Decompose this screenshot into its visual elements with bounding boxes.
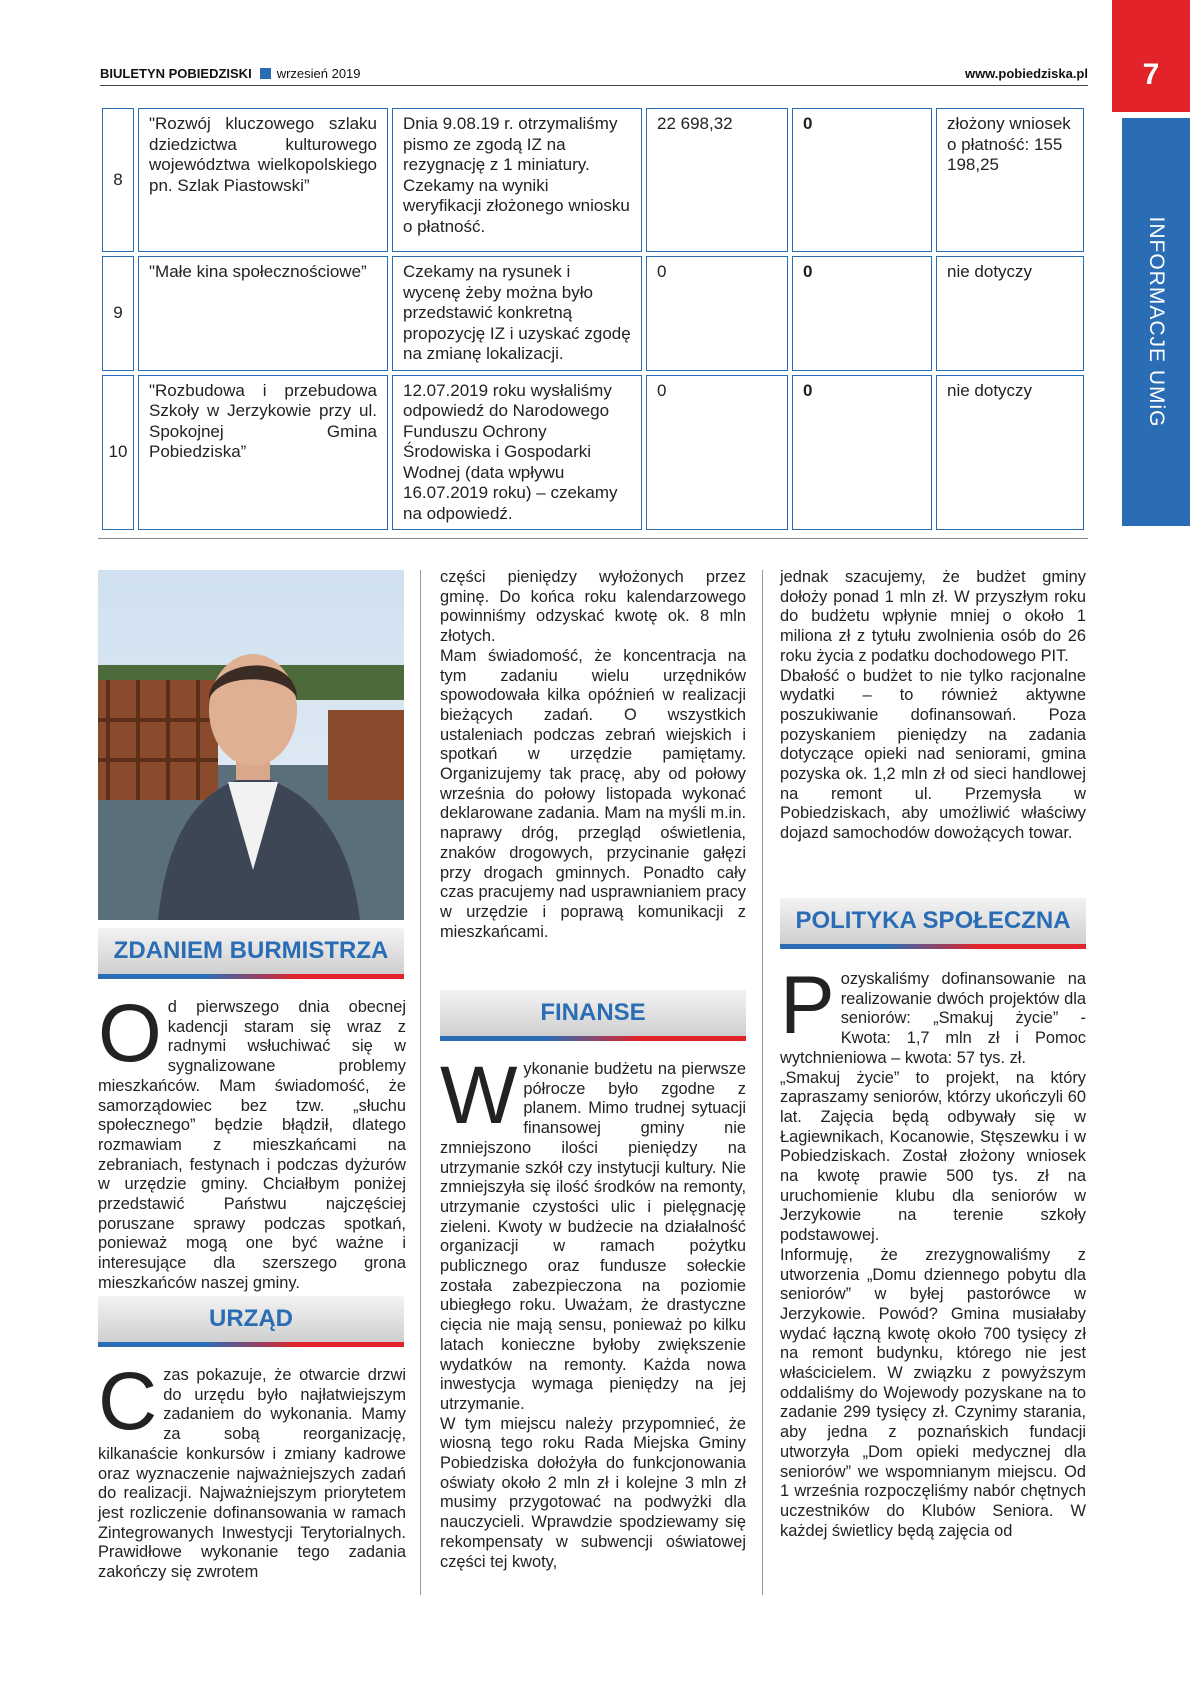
column-divider	[420, 570, 421, 1595]
article-polityka	[780, 960, 1086, 1541]
section-title-bar	[780, 944, 1086, 949]
article-paragraph: Dbałość o budżet to nie tylko racjonalne wydatki – to również aktywne poszukiwanie dofinansowań. Poza pozyskaniem pieniędzy na zadania dotyczące opieki nad seniorami, gmina pozyska ok. 1,2 mln zł od sieci handlowej na remont ul. Przemysła w Pobiedziskach, aby umożliwić właściwy dojazd samochodów dowożących towar.	[780, 666, 1086, 843]
section-header-burmistrz	[98, 928, 404, 979]
article-paragraph: Informuję, że zrezygnowaliśmy z utworzenia „Domu dziennego pobytu dla seniorów” w byłej pastorówce w Jerzykowie. Powód? Gmina musiałaby wydać łączną kwotę około 700 tysięcy zł na remont budynku, którego nie jest właścicielem. W związku z powyższym oddaliśmy do Wojewody pozyskane na to zadanie 299 tysięcy zł. Czynimy starania, aby jedna z poznańskich fundacji utworzyła „Dom opieki medycznej dla seniorów” we wspomnianym miejscu. Od 1 września rozpoczęliśmy nabór chętnych uczestników do Klubów Seniora. W każdej świetlicy będą zajęcia od	[780, 1245, 1086, 1540]
amount-2: 0	[792, 108, 932, 252]
project-status: Czekamy na rysunek i wycenę żeby można było przedstawić konkretną propozycję IZ i uzyskać zgodę na zmianę lokalizacji.	[392, 256, 642, 371]
mayor-photo	[98, 570, 404, 920]
amount-2: 0	[792, 256, 932, 371]
row-number: 10	[102, 375, 134, 531]
drop-cap: O	[98, 988, 162, 1079]
table-row	[102, 256, 1084, 371]
section-title: ZDANIEM BURMISTRZA	[98, 928, 404, 974]
mayor-portrait-icon	[98, 570, 404, 920]
article-urzad	[98, 1356, 406, 1583]
article-text: ozyskaliśmy dofinansowanie na realizowanie dwóch projektów dla seniorów: „Smakuj życie” - Kwota: 1,7 mln zł i Pomoc wytchnieniowa – kwota: 57 tys. zł.	[780, 970, 1086, 1067]
article-text: ykonanie budżetu na pierwsze półrocze było zgodne z planem. Mimo trudnej sytuacji finansowej gminy nie zmniejszono ilości pieniędzy na utrzymanie szkół czy instytucji kultury. Nie zmniejszyła się ilość środków na remonty, utrzymanie czystości ulic i pielęgnację zieleni. Kwoty w budżecie na działalność organizacji w ramach pożytku publicznego oraz fundusze sołeckie została zabezpieczona na poziomie ubiegłego roku. Uważam, że drastyczne cięcia nie mają sensu, ponieważ po kilku latach konieczne byłoby zwiększenie wydatków na remonty. Każda nowa inwestycja wymaga pieniędzy na jej utrzymanie.	[440, 1060, 746, 1413]
project-name: "Rozwój kluczowego szlaku dziedzictwa kulturowego województwa wielkopolskiego pn. Szlak Piastowski”	[138, 108, 388, 252]
projects-table	[98, 104, 1088, 534]
section-header-finanse	[440, 990, 746, 1041]
project-note: złożony wniosek o płatność: 155 198,25	[936, 108, 1084, 252]
section-side-tab	[1122, 118, 1190, 526]
square-separator-icon	[260, 68, 271, 79]
section-title-bar	[440, 1036, 746, 1041]
publication-date: wrzesień 2019	[276, 66, 361, 81]
project-note: nie dotyczy	[936, 256, 1084, 371]
table-row	[102, 108, 1084, 252]
publication-header	[100, 66, 361, 81]
article-text: zas pokazuje, że otwarcie drzwi do urzędu było najłatwiejszym zadaniem do wykonania. Mamy za sobą reorganizację, kilkanaście konkursów i zmiany kadrowe oraz wyznaczenie najważniejszych zadań do realizacji. Najważniejszym priorytetem jest rozliczenie dofinansowania w ramach Zintegrowanych Inwestycji Terytorialnych. Prawidłowe wykonanie tego zadania zakończy się zwrotem	[98, 1366, 406, 1582]
drop-cap: C	[98, 1356, 158, 1447]
article-paragraph	[440, 1050, 746, 1415]
project-name: "Małe kina społecznościowe”	[138, 256, 388, 371]
publication-title: BIULETYN POBIEDZISKI	[100, 66, 252, 81]
table-divider	[98, 538, 1088, 539]
column-divider	[762, 570, 763, 1595]
article-paragraph: „Smakuj życie” to projekt, na który zapraszamy seniorów, którzy ukończyli 60 lat. Zajęcia będą odbywały się w Łagiewnikach, Kocanowie, Stęszewku i w Pobiedziskach. Został złożony wniosek na kwotę prawie 500 tys. zł na uruchomienie klubu dla seniorów w Jerzykowie na terenie szkoły podstawowej.	[780, 1068, 1086, 1245]
project-status: Dnia 9.08.19 r. otrzymaliśmy pismo ze zgodą IZ na rezygnację z 1 miniatury. Czekamy na wyniki weryfikacji złożonego wniosku o płatność.	[392, 108, 642, 252]
amount-1: 0	[646, 256, 788, 371]
section-side-tab-label: INFORMACJE UMiG	[1145, 216, 1168, 428]
website-link[interactable]: www.pobiedziska.pl	[964, 66, 1088, 81]
article-paragraph	[98, 988, 406, 1294]
amount-1: 0	[646, 375, 788, 531]
section-title-bar	[98, 1342, 404, 1347]
article-paragraph: Mam świadomość, że koncentracja na tym zadaniu wielu urzędników spowodowała kilka opóźnień w realizacji bieżących zadań. O wszystkich ustaleniach podczas zebrań wiejskich i spotkań w urzędzie pamiętamy. Organizujemy tak pracę, aby od połowy września do połowy listopada wykonać deklarowane zadania. Mam na myśli m.in. naprawy dróg, przegląd oświetlenia, znaków drogowych, przycinanie gałęzi przy drogach gminnych. Ponadto cały czas pracujemy nad usprawnianiem pracy w urzędzie i poprawą komunikacji z mieszkańcami.	[440, 646, 746, 941]
section-title-bar	[98, 974, 404, 979]
section-title: URZĄD	[98, 1296, 404, 1342]
article-text: d pierwszego dnia obecnej kadencji staram się wraz z radnymi wsłuchiwać się w sygnalizowane problemy mieszkańców. Mam świadomość, że samorządowiec bez tzw. „słuchu społecznego” będzie błądził, dlatego rozmawiam z mieszkańcami na zebraniach, festynach i podczas dyżurów w urzędzie gminy. Chciałbym poniżej przedstawić Państwu najczęściej poruszane sprawy podczas spotkań, ponieważ mogą one być ważne i interesujące dla szerszego grona mieszkańców naszej gminy.	[98, 998, 406, 1292]
project-name: "Rozbudowa i przebudowa Szkoły w Jerzykowie przy ul. Spokojnej Gmina Pobiedziska”	[138, 375, 388, 531]
article-finanse	[440, 1050, 746, 1572]
row-number: 9	[102, 256, 134, 371]
article-paragraph	[780, 960, 1086, 1069]
table-row	[102, 375, 1084, 531]
article-col3-top	[780, 568, 1086, 844]
article-burmistrz	[98, 988, 406, 1294]
amount-2: 0	[792, 375, 932, 531]
header-divider	[100, 85, 1088, 86]
section-header-polityka	[780, 898, 1086, 949]
section-title: FINANSE	[440, 990, 746, 1036]
project-note: nie dotyczy	[936, 375, 1084, 531]
page-number: 7	[1112, 0, 1190, 112]
article-paragraph: jednak szacujemy, że budżet gminy dołoży ponad 1 mln zł. W przyszłym roku do budżetu wpłynie mniej o około 1 miliona zł z tytułu zwolnienia osób do 26 roku życia z podatku dochodowego PIT.	[780, 568, 1086, 665]
amount-1: 22 698,32	[646, 108, 788, 252]
drop-cap: W	[440, 1050, 518, 1141]
article-paragraph: W tym miejscu należy przypomnieć, że wiosną tego roku Rada Miejska Gminy Pobiedziska dołożyła do funkcjonowania oświaty około 2 mln zł i kolejne 3 mln zł musimy przygotować na podwyżki dla nauczycieli. Wprawdzie spodziewamy się rekompensaty w subwencji oświatowej części tej kwoty,	[440, 1414, 746, 1571]
article-paragraph	[98, 1356, 406, 1583]
drop-cap: P	[780, 960, 835, 1051]
article-col2-top	[440, 568, 746, 942]
row-number: 8	[102, 108, 134, 252]
article-paragraph: części pieniędzy wyłożonych przez gminę. Do końca roku kalendarzowego powinniśmy odzyskać kwotę ok. 8 mln złotych.	[440, 568, 746, 646]
section-header-urzad	[98, 1296, 404, 1347]
project-status: 12.07.2019 roku wysłaliśmy odpowiedź do Narodowego Funduszu Ochrony Środowiska i Gospodarki Wodnej (data wpływu 16.07.2019 roku) – czekamy na odpowiedź.	[392, 375, 642, 531]
section-title: POLITYKA SPOŁECZNA	[780, 898, 1086, 944]
